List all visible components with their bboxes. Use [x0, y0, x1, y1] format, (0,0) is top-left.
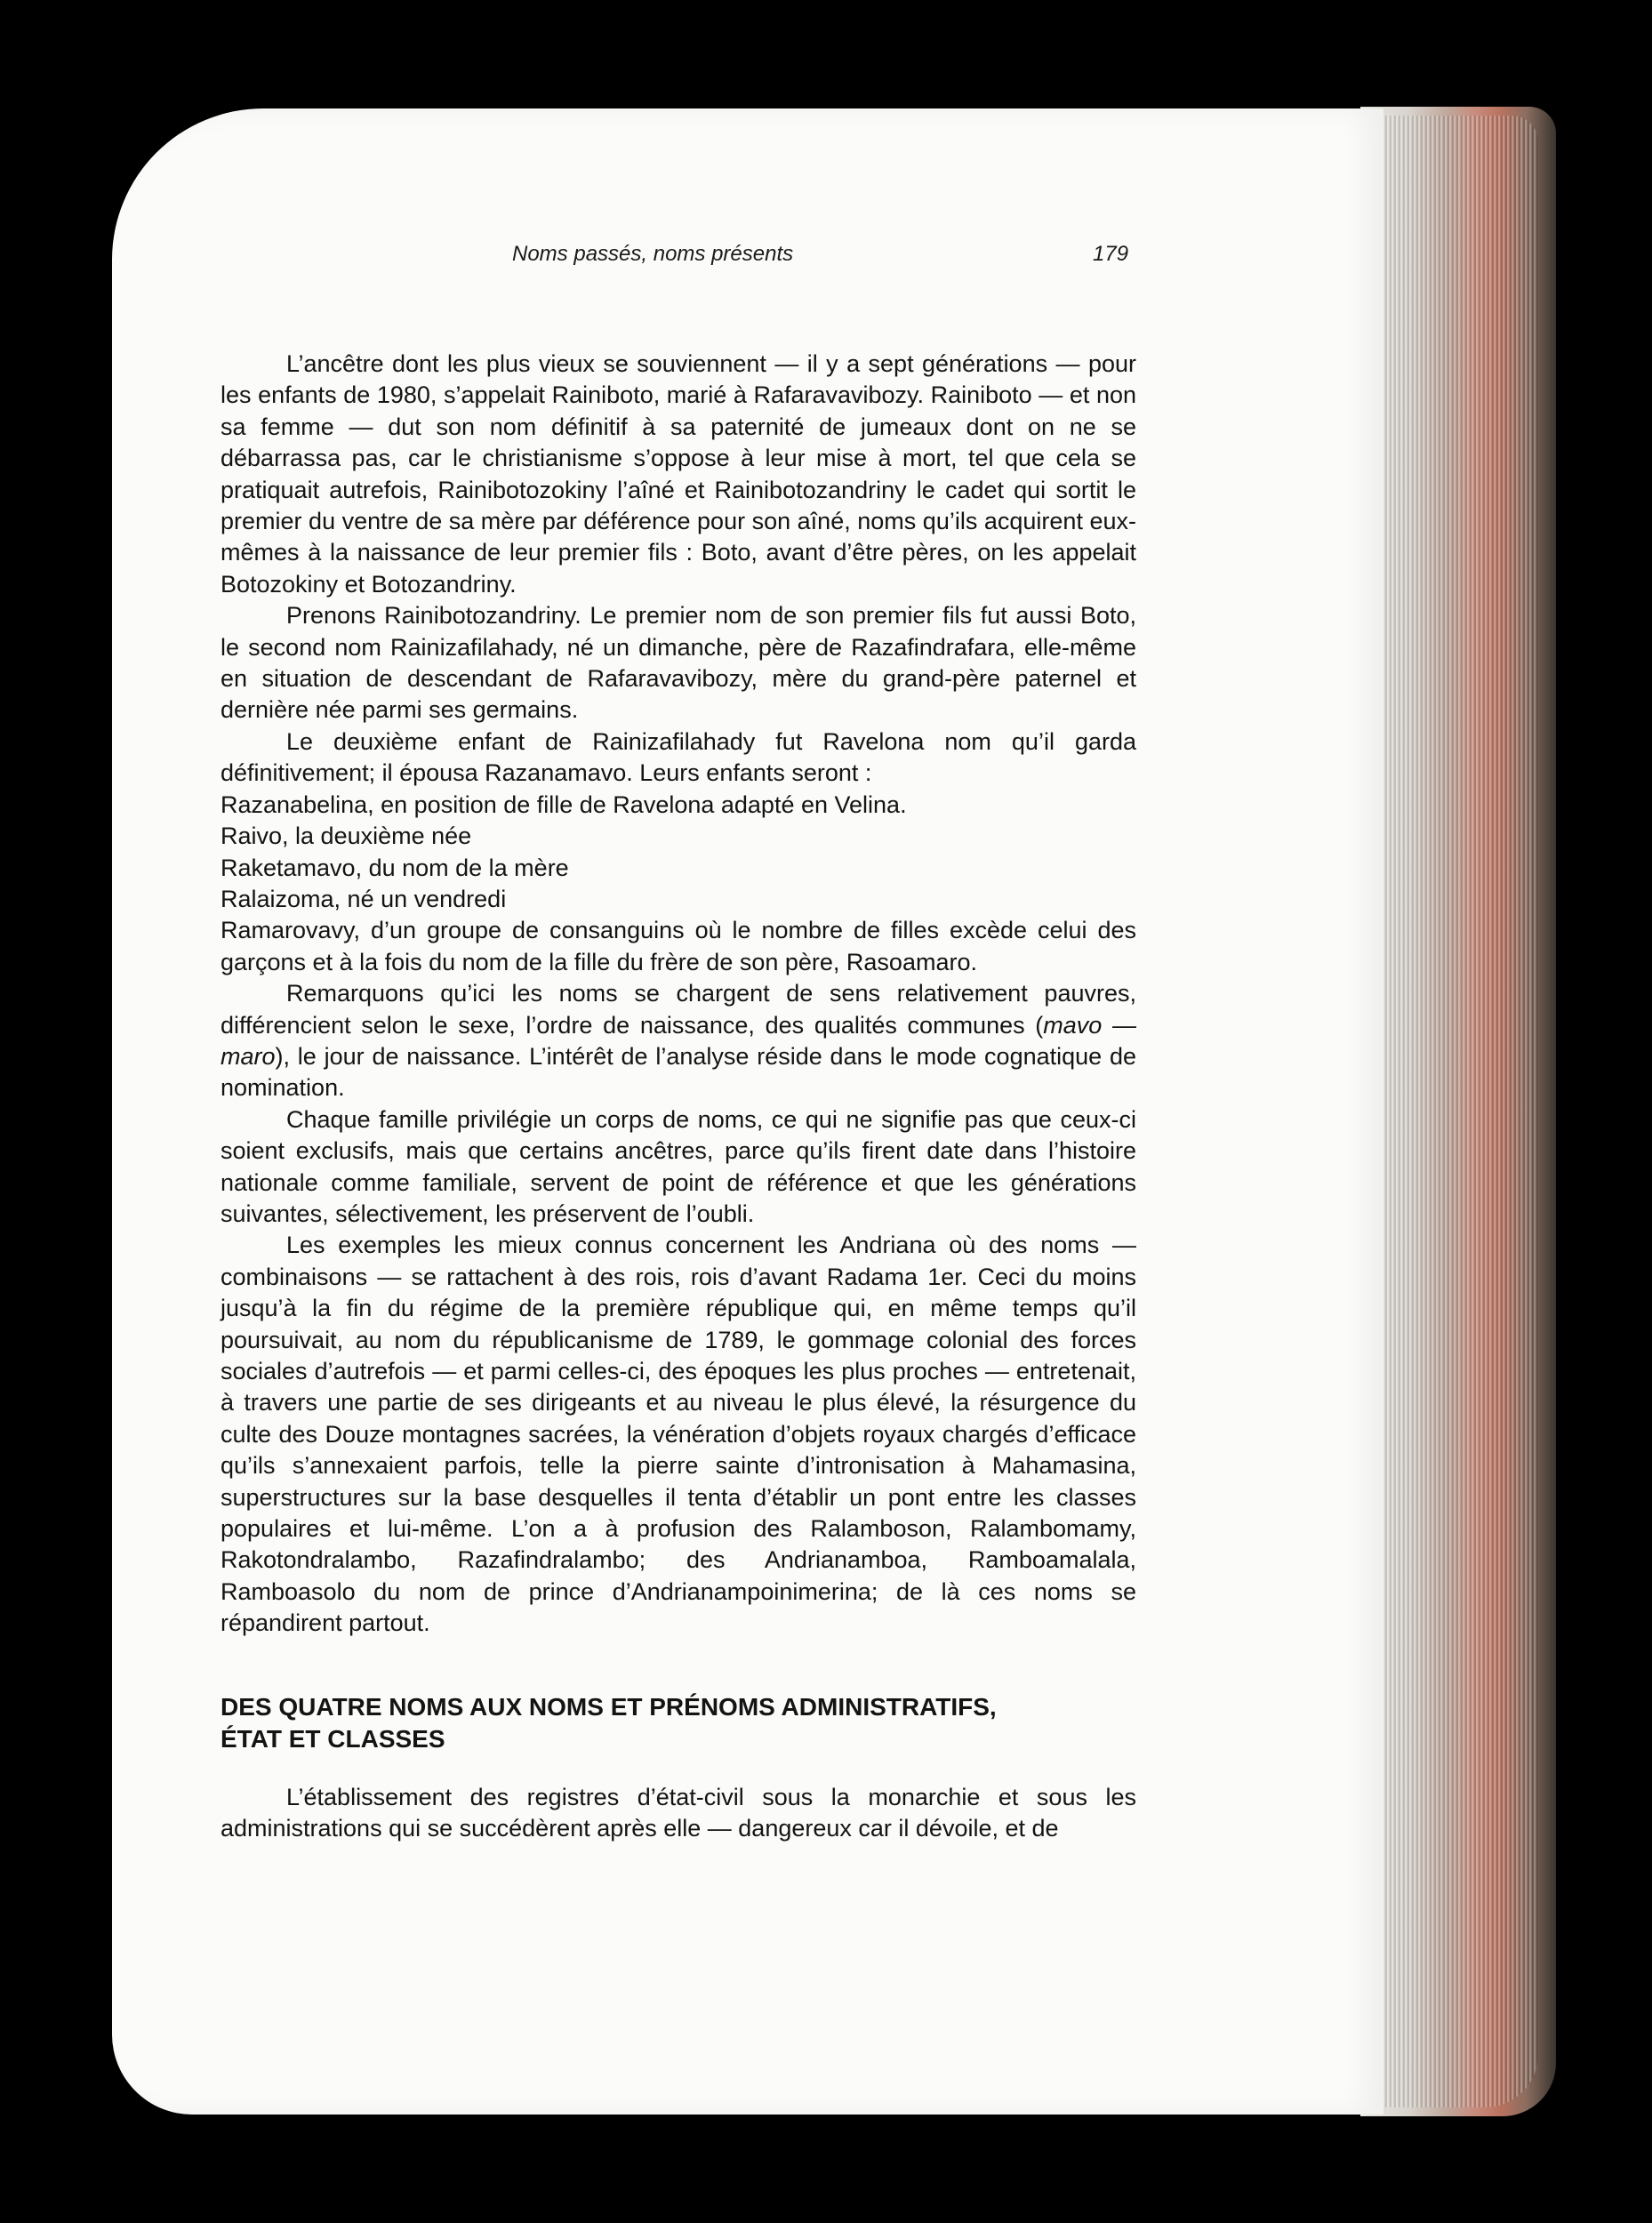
- page-edge-texture: [1369, 116, 1538, 2107]
- paragraph-text-after: ), le jour de naissance. L’intérêt de l’analyse réside dans le mode cognatique de nomination.: [221, 1042, 1136, 1102]
- paragraph: Les exemples les mieux connus concernent les Andriana où des noms — combinaisons — se rattachent à des rois, rois d’avant Radama 1er. Ceci du moins jusqu’à la fin du régime de la première république qui, en même temps qu’il poursuivait, au nom du républicanisme de 1789, le gommage colonial des forces sociales d’autrefois — et parmi celles-ci, des époques les plus proches — entretenait, à travers une partie de ses dirigeants et au niveau le plus élevé, la résurgence du culte des Douze montagnes sacrées, la vénération d’objets royaux chargés d’efficace qu’ils s’annexaient parfois, telle la pierre sainte d’intronisation à Mahamasina, superstructures sur la base desquelles il tenta d’établir un pont entre les classes populaires et lui-même. L’on a à profusion des Ralamboson, Ralambomamy, Rakotondralambo, Razafindralambo; des Andrianamboa, Ramboamalala, Ramboasolo du nom de prince d’Andrianampoinimerina; de là ces noms se répandirent partout.: [221, 1232, 1136, 1637]
- list-item: Ralaizoma, né un vendredi: [221, 885, 507, 912]
- paragraph-text-before: Remarquons qu’ici les noms se chargent de sens relativement pauvres, différencient selon le sexe, l’ordre de naissance, des qualités communes (: [221, 980, 1136, 1039]
- list-item: Raketamavo, du nom de la mère: [221, 854, 569, 881]
- page-number: 179: [1093, 242, 1129, 266]
- paragraph-italic-term: mavo — maro: [221, 1011, 1136, 1070]
- list-item: Raivo, la deuxième née: [221, 823, 472, 850]
- paragraph: L’établissement des registres d’état-civil sous la monarchie et sous les administrations qui se succédèrent après elle — dangereux car il dévoile, et de: [221, 1783, 1136, 1842]
- paragraph: Chaque famille privilégie un corps de noms, ce qui ne signifie pas que ceux-ci soient exclusifs, mais que certains ancêtres, parce qu’ils firent date dans l’histoire nationale comme familiale, servent de point de référence et que les générations suivantes, sélectivement, les préservent de l’oubli.: [221, 1105, 1136, 1227]
- list-item: Ramarovavy, d’un groupe de consanguins où le nombre de filles excède celui des garçons et à la fois du nom de la fille du frère de son père, Rasoamaro.: [221, 917, 1136, 975]
- section-heading-line: ÉTAT ET CLASSES: [221, 1724, 445, 1753]
- paragraph: Prenons Rainibotozandriny. Le premier nom de son premier fils fut aussi Boto, le second nom Rainizafilahady, né un dimanche, père de Razafindrafara, elle-même en situation de descendant de Rafaravavibozy, mère du grand-père paternel et dernière née parmi ses germains.: [221, 602, 1136, 724]
- running-header-title: Noms passés, noms présents: [512, 242, 794, 266]
- paragraph: L’ancêtre dont les plus vieux se souviennent — il y a sept générations — pour les enfants de 1980, s’appelait Rainiboto, marié à Rafaravavibozy. Rainiboto — et non sa femme — dut son nom définitif à sa paternité de jumeaux dont on ne se débarrassa pas, car le christianisme s’oppose à leur mise à mort, tel que cela se pratiquait autrefois, Rainibotozokiny l’aîné et Rainibotozandriny le cadet qui sortit le premier du ventre de sa mère par déférence pour son aîné, noms qu’ils acquirent eux-mêmes à la naissance de leur premier fils : Boto, avant d’être pères, on les appelait Botozokiny et Botozandriny.: [221, 350, 1136, 598]
- paragraph: [221, 978, 1136, 1104]
- page-body: [221, 349, 1136, 1844]
- paragraph: Le deuxième enfant de Rainizafilahady fut Ravelona nom qu’il garda définitivement; il épousa Razanamavo. Leurs enfants seront :: [221, 727, 1136, 787]
- section-heading: [221, 1691, 1136, 1755]
- section-heading-line: DES QUATRE NOMS AUX NOMS ET PRÉNOMS ADMINISTRATIFS,: [221, 1692, 997, 1721]
- list-item: Razanabelina, en position de fille de Ravelona adapté en Velina.: [221, 790, 907, 818]
